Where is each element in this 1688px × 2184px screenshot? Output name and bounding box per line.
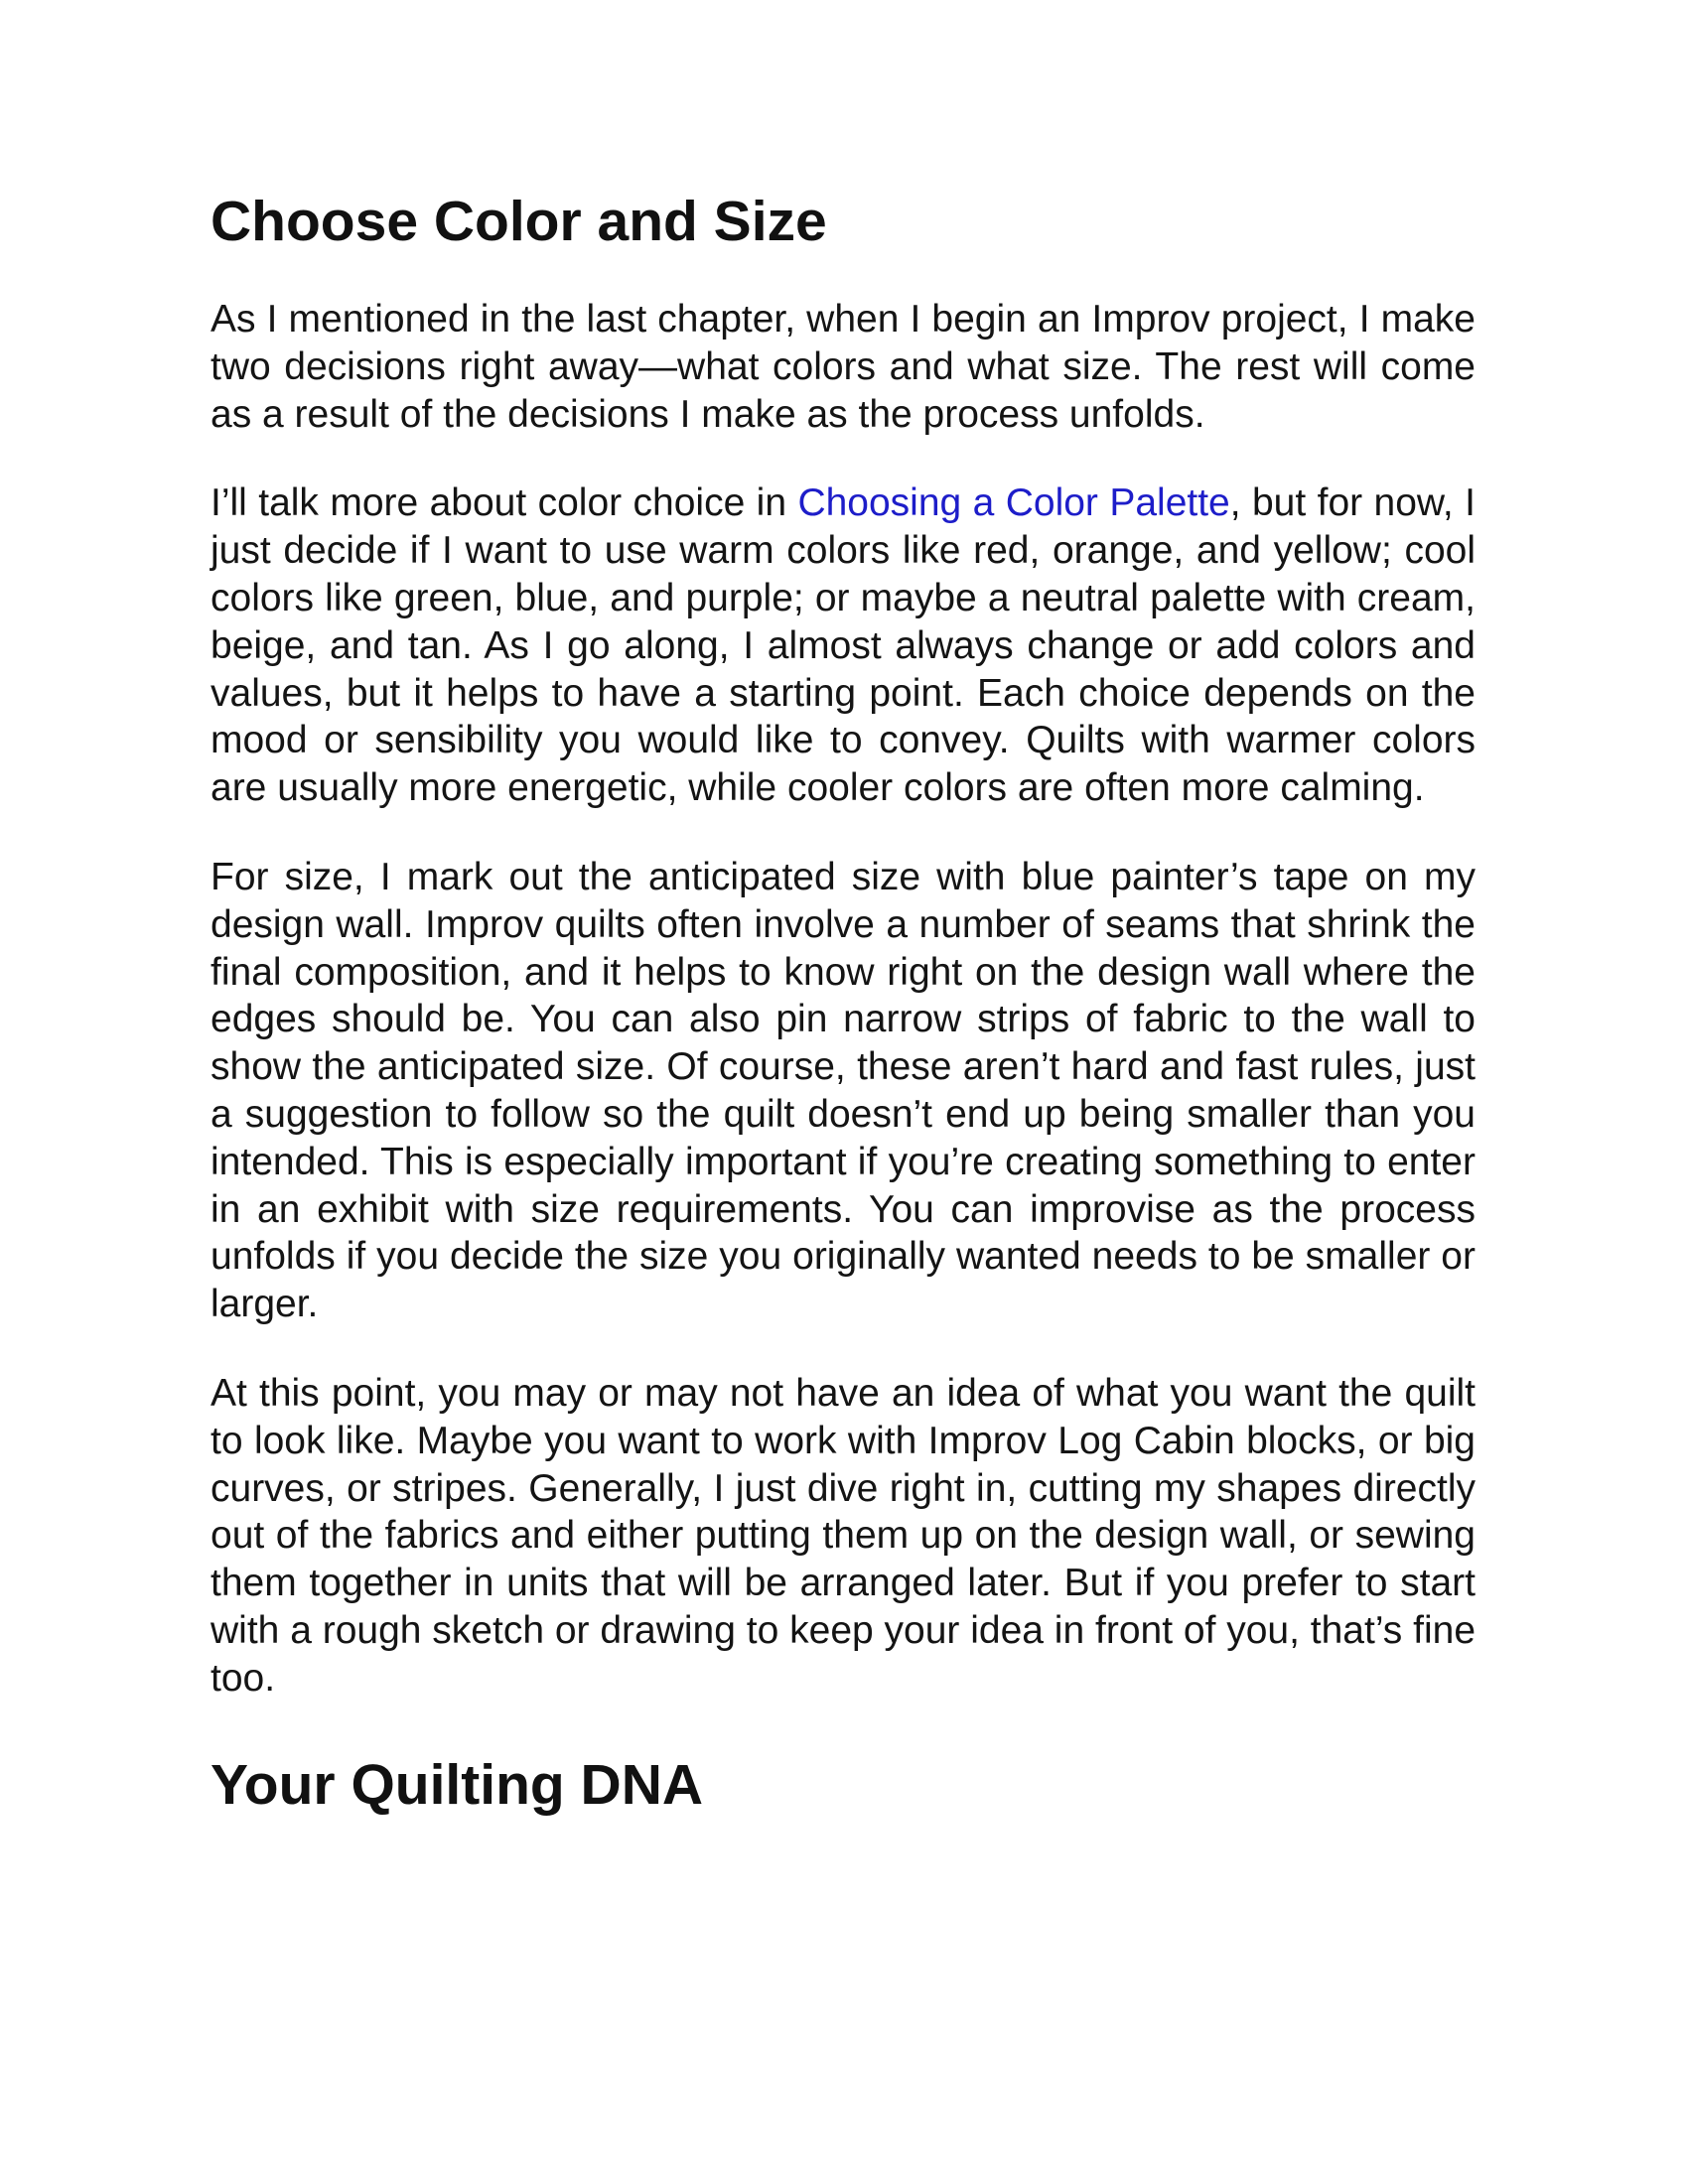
paragraph-color-choice [211, 479, 1476, 812]
section-heading-choose-color-and-size: Choose Color and Size [211, 190, 827, 253]
paragraph-size: For size, I mark out the anticipated size with blue painter’s tape on my design wall. Improv quilts often involve a number of seams that shrink the final composition, and it helps to know right on the design wall where the edges should be. You can also pin narrow strips of fabric to the wall to show the anticipated size. Of course, these aren’t hard and fast rules, just a suggestion to follow so the quilt doesn’t end up being smaller than you intended. This is especially important if you’re creating something to enter in an exhibit with size requirements. You can improvise as the process unfolds if you decide the size you originally wanted needs to be smaller or larger. [211, 855, 1476, 1326]
document-page [211, 189, 1476, 1818]
paragraph-color-choice-text-before: I’ll talk more about color choice in [211, 481, 798, 525]
paragraph-intro: As I mentioned in the last chapter, when I begin an Improv project, I make two decisions right away—what colors and what size. The rest will come as a result of the decisions I make as the process unfolds. [211, 298, 1476, 436]
section-heading-your-quilting-dna: Your Quilting DNA [211, 1752, 704, 1817]
choosing-a-color-palette-link[interactable]: Choosing a Color Palette [797, 481, 1230, 525]
paragraph-idea: At this point, you may or may not have an idea of what you want the quilt to look like. Maybe you want to work with Improv Log Cabin blocks, or big curves, or stripes. Generally, I just dive right in, cutting my shapes directly out of the fabrics and either putting them up on the design wall, or sewing them together in units that will be arranged later. But if you prefer to start with a rough sketch or drawing to keep your idea in front of you, that’s fine too. [211, 1371, 1477, 1700]
paragraph-color-choice-text-after: , but for now, I just decide if I want to use warm colors like red, orange, and yellow; cool colors like green, blue, and purple; or maybe a neutral palette with cream, beige, and tan. As I go along, I almost always change or add colors and values, but it helps to have a starting point. Each choice depends on the mood or sensibility you would like to convey. Quilts with warmer colors are usually more energetic, while cooler colors are often more calming. [211, 481, 1477, 810]
